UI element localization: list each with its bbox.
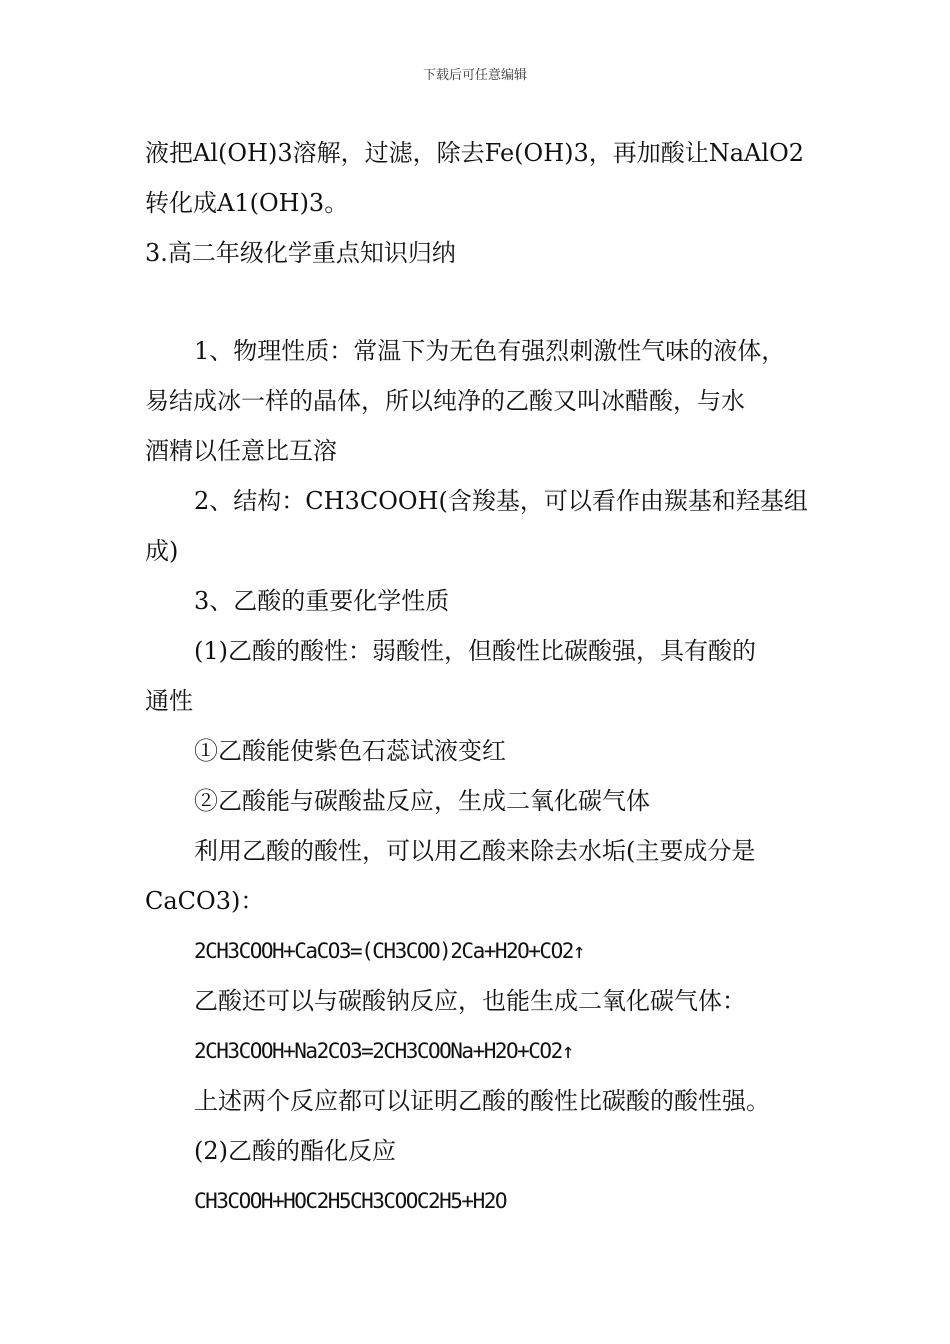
paragraph-line: 乙酸还可以与碳酸钠反应，也能生成二氧化碳气体： bbox=[194, 987, 746, 1015]
document-body bbox=[145, 128, 825, 1226]
blank-line bbox=[145, 278, 825, 326]
chemical-equation: 2CH3COOH+CaCO3=(CH3COO)2Ca+H2O+CO2↑ bbox=[194, 939, 585, 963]
paragraph-line: (1)乙酸的酸性：弱酸性，但酸性比碳酸强，具有酸的 bbox=[194, 637, 756, 665]
paragraph-line: 转化成A1(OH)3。 bbox=[145, 189, 349, 217]
paragraph-line: 成) bbox=[145, 537, 179, 565]
paragraph-line: 1、物理性质：常温下为无色有强烈刺激性气味的液体， bbox=[194, 337, 786, 365]
paragraph-line: 易结成冰一样的晶体，所以纯净的乙酸又叫冰醋酸，与水 bbox=[145, 387, 745, 415]
paragraph-line: 通性 bbox=[145, 687, 193, 715]
paragraph-line: CaCO3)： bbox=[145, 887, 265, 915]
list-item: ①乙酸能使紫色石蕊试液变红 bbox=[194, 737, 506, 765]
paragraph-line: 液把Al(OH)3溶解，过滤，除去Fe(OH)3，再加酸让NaAlO2 bbox=[145, 139, 805, 167]
paragraph-line: 酒精以任意比互溶 bbox=[145, 437, 337, 465]
subsection-heading: 3、乙酸的重要化学性质 bbox=[194, 587, 450, 615]
page-header: 下载后可任意编辑 bbox=[422, 68, 527, 83]
subsection-heading: (2)乙酸的酯化反应 bbox=[194, 1137, 396, 1165]
paragraph-line: 2、结构：CH3COOH(含羧基，可以看作由羰基和羟基组 bbox=[194, 487, 808, 515]
paragraph-line: 上述两个反应都可以证明乙酸的酸性比碳酸的酸性强。 bbox=[194, 1087, 770, 1115]
section-heading: 3.高二年级化学重点知识归纳 bbox=[145, 239, 456, 267]
list-item: ②乙酸能与碳酸盐反应，生成二氧化碳气体 bbox=[194, 787, 650, 815]
chemical-equation: CH3COOH+HOC2H5CH3COOC2H5+H2O bbox=[194, 1189, 507, 1213]
chemical-equation: 2CH3COOH+Na2CO3=2CH3COONa+H2O+CO2↑ bbox=[194, 1039, 573, 1063]
paragraph-line: 利用乙酸的酸性，可以用乙酸来除去水垢(主要成分是 bbox=[194, 837, 756, 865]
